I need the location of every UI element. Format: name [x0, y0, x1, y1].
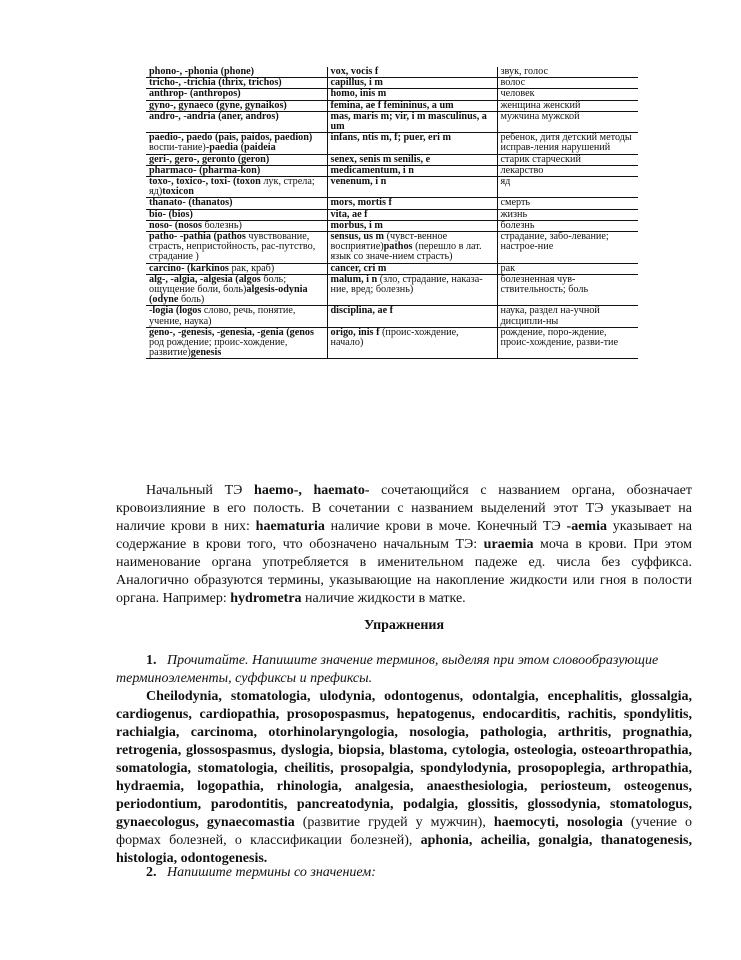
latin-equivalent: capillus, i m — [330, 77, 383, 89]
greek-element-part: воспи-тание) — [149, 142, 206, 154]
latin-equivalent-cell — [327, 177, 497, 198]
latin-equivalent: malum, i n — [330, 273, 378, 285]
latin-equivalent-part: pathos — [383, 241, 413, 253]
greek-element: anthrop- (anthropos) — [149, 88, 241, 100]
para-text-1: Начальный ТЭ — [146, 483, 255, 498]
body-paragraph — [116, 482, 692, 608]
meaning: яд — [500, 176, 511, 188]
table-row — [146, 133, 638, 154]
table-row — [146, 263, 638, 274]
term-uraemia: uraemia — [483, 537, 534, 552]
greek-element-part: боль) — [178, 294, 205, 306]
greek-element-part: genesis — [190, 347, 222, 359]
greek-element: geno-, -genesis, -genesia, -genia (genos — [149, 326, 314, 338]
meaning-cell — [497, 220, 638, 231]
greek-element: toxo-, toxico-, toxi- (toxon — [149, 176, 261, 188]
meaning-cell — [497, 89, 638, 100]
table-row — [146, 100, 638, 111]
table-row — [146, 306, 638, 327]
meaning-cell — [497, 198, 638, 209]
meaning-cell — [497, 177, 638, 198]
latin-equivalent-cell — [327, 232, 497, 264]
exercise-1-instruction — [116, 652, 692, 688]
note-a: (развитие грудей у мужчин), — [294, 815, 486, 830]
table-row — [146, 67, 638, 78]
para-text-2: сочетающийся с названием органа, обозначает кровоизлияние в его полость. В сочетании с названием выделений этот ТЭ указывает на наличие крови в них: — [116, 483, 693, 534]
greek-element-part: слово, речь, понятие, учение, наука) — [149, 305, 296, 327]
greek-element: carcino- (karkinos — [149, 262, 229, 274]
meaning: смерть — [500, 197, 531, 209]
greek-element: phono-, -phonia (phone) — [149, 66, 255, 77]
greek-element-cell — [146, 274, 327, 306]
latin-equivalent-cell — [327, 327, 497, 359]
latin-equivalent: sensus, us m — [330, 231, 385, 243]
greek-element-cell — [146, 263, 327, 274]
greek-element-part: ощущение боли, боль) — [149, 284, 247, 296]
meaning-cell — [497, 306, 638, 327]
meaning-cell — [497, 133, 638, 154]
meaning: лекарство — [500, 164, 544, 176]
exercise-2-number: 2. — [146, 865, 157, 880]
terms-list-a: Cheilodynia, stomatologia, ulodynia, odontogenus, odontalgia, encephalitis, glossalgia, cardiogenus, cardiopathia, prosopospasmus, hepatogenus, endocarditis, rachitis, spondylitis, rachialgia, carcinoma, otorhinolaryngologia, nosologia, pathologia, arthritis, prognathia, retrogenia, glossospasmus, dyslogia, biopsia, blastoma, cytologia, osteologia, osteoarthropathia, somatologia, stomatologia, cheilitis, prosopalgia, spondylodynia, prosopoplegia, arthropathia, hydraemia, logopathia, rhinologia, analgesia, anaesthesiologia, periosteum, osteogenus, periodontium, parodontitis, pancreatodynia, podalgia, glossitis, glossodynia, stomatologus, gynaecologus, gynaecomastia — [116, 689, 692, 830]
table-row — [146, 327, 638, 359]
para-text-4: указывает на содержание в крови того, что обозначено начальным ТЭ: — [116, 519, 693, 552]
meaning: наука, раздел на-учной дисципли-ны — [500, 305, 600, 327]
meaning: женщина женский — [500, 99, 581, 111]
greek-element: noso- (nosos — [149, 219, 202, 231]
greek-element-cell — [146, 232, 327, 264]
latin-equivalent-cell — [327, 67, 497, 78]
latin-equivalent: venenum, i n — [330, 176, 387, 188]
latin-equivalent: disciplina, ae f — [330, 305, 394, 317]
terminology-table — [146, 67, 638, 359]
greek-element-cell — [146, 177, 327, 198]
greek-element: bio- (bios) — [149, 208, 193, 220]
exercise-1-terms — [116, 688, 692, 868]
greek-element-part: -odynia (odyne — [149, 284, 308, 306]
meaning: страдание, забо-левание; настрое-ние — [500, 231, 609, 253]
meaning-cell — [497, 327, 638, 359]
meaning: рождение, поро-ждение, проис-хождение, разви-тие — [500, 326, 619, 349]
greek-element: andro-, -andria (aner, andros) — [149, 110, 279, 122]
greek-element-cell — [146, 67, 327, 78]
meaning-cell — [497, 111, 638, 132]
greek-element-cell — [146, 220, 327, 231]
latin-equivalent: origo, inis f — [330, 326, 380, 338]
greek-element-cell — [146, 154, 327, 165]
term-hydrometra: hydrometra — [230, 591, 302, 606]
table-row — [146, 89, 638, 100]
meaning: мужчина мужской — [500, 110, 580, 122]
greek-element-part: проис-хождение, развитие) — [149, 337, 288, 359]
exercise-2-instruction-text: Напишите термины со значением: — [167, 865, 376, 880]
greek-element-part: -paedia (paideia — [205, 142, 276, 154]
greek-element: patho- -pathia (pathos — [149, 231, 246, 243]
latin-equivalent: cancer, cri m — [330, 262, 387, 274]
table-row — [146, 220, 638, 231]
latin-equivalent-cell — [327, 198, 497, 209]
latin-equivalent: vita, ae f — [330, 208, 368, 220]
latin-equivalent-cell — [327, 100, 497, 111]
meaning: звук, голос — [500, 66, 548, 77]
latin-equivalent: infans, ntis m, f; puer, eri m — [330, 132, 451, 144]
latin-equivalent: femina, ae f femininus, a um — [330, 99, 454, 111]
greek-element: alg-, -algia, -algesia (algos — [149, 273, 261, 285]
latin-equivalent: senex, senis m senilis, e — [330, 153, 431, 165]
greek-element: gyno-, gynaeco (gyne, gynaikos) — [149, 99, 287, 111]
para-text-3: наличие крови в моче. Конечный ТЭ — [324, 519, 567, 534]
meaning: болезнь — [500, 219, 535, 231]
greek-element-part: болезнь) — [201, 219, 242, 231]
greek-element: tricho-, -trichia (thrix, trichos) — [149, 77, 282, 89]
latin-equivalent-cell — [327, 209, 497, 220]
greek-element: paedio-, paedo (pais, paidos, paedion) — [149, 132, 313, 144]
table-row — [146, 232, 638, 264]
term-haematuria: haematuria — [255, 519, 325, 534]
latin-equivalent-cell — [327, 133, 497, 154]
table-row — [146, 165, 638, 176]
greek-element-part: лук, стрела; — [260, 176, 315, 188]
latin-equivalent-cell — [327, 274, 497, 306]
greek-element: -logia (logos — [149, 305, 202, 317]
greek-element-part: algesis — [246, 284, 275, 296]
table-row — [146, 78, 638, 89]
greek-element-cell — [146, 89, 327, 100]
exercise-1-instruction-text: Прочитайте. Напишите значение терминов, выделяя при этом словообразующие терминоэлементы, суффиксы и префиксы. — [116, 653, 659, 686]
latin-equivalent-cell — [327, 111, 497, 132]
greek-element-cell — [146, 100, 327, 111]
greek-element-part: рак, краб) — [228, 262, 275, 274]
table-row — [146, 198, 638, 209]
meaning: старик старческий — [500, 153, 581, 165]
latin-equivalent-cell — [327, 89, 497, 100]
meaning: волос — [500, 77, 526, 89]
greek-element-part: чувствование, страсть, непристойность, рас-путство, страдание ) — [149, 231, 316, 263]
greek-element-cell — [146, 133, 327, 154]
greek-element-cell — [146, 306, 327, 327]
meaning-cell — [497, 165, 638, 176]
terms-list-c: aphonia, acheilia, gonalgia, thanatogenesis, histologia, odontogenesis. — [116, 833, 693, 866]
meaning-cell — [497, 78, 638, 89]
meaning: жизнь — [500, 208, 528, 220]
latin-equivalent-cell — [327, 263, 497, 274]
note-b: (учение о формах болезней, о классификации болезней), — [116, 815, 692, 848]
greek-element-cell — [146, 165, 327, 176]
meaning: ребенок, дитя детский методы исправ-ления нарушений — [500, 132, 632, 154]
latin-equivalent-cell — [327, 165, 497, 176]
latin-equivalent: mors, mortis f — [330, 197, 392, 209]
latin-equivalent-part: (проис-хождение, начало) — [330, 326, 459, 349]
greek-element-part: яд) — [149, 186, 163, 198]
greek-element-part: боль; — [260, 273, 287, 285]
meaning-cell — [497, 263, 638, 274]
latin-equivalent-part: (чувст-венное восприятие) — [330, 231, 448, 253]
para-text-5: моча в крови. При этом наименование органа употребляется в именительном падеже ед. числа без суффикса. Аналогично образуются термины, указывающие на накопление жидкости или гноя в полости органа. Например: — [116, 537, 692, 606]
term-haemo: haemo-, haemato- — [254, 483, 370, 498]
meaning-cell — [497, 67, 638, 78]
meaning: рак — [500, 262, 516, 274]
meaning: болезненная чув-ствительность; боль — [500, 273, 589, 296]
greek-element-cell — [146, 327, 327, 359]
greek-element-cell — [146, 78, 327, 89]
latin-equivalent: vox, vocis f — [330, 66, 379, 77]
section-heading: Упражнения — [363, 618, 445, 633]
latin-equivalent-cell — [327, 154, 497, 165]
meaning: человек — [500, 88, 535, 100]
table-row — [146, 177, 638, 198]
meaning-cell — [497, 274, 638, 306]
latin-equivalent: medicamentum, i n — [330, 164, 414, 176]
table-row — [146, 209, 638, 220]
latin-equivalent-part: (перешло в лат. язык со значе-нием страсть) — [330, 241, 482, 263]
greek-element: pharmaco- (pharma-kon) — [149, 164, 261, 176]
greek-element-part: toxicon — [162, 186, 194, 198]
latin-equivalent-cell — [327, 220, 497, 231]
latin-equivalent: mas, maris m; vir, i m masculinus, a um — [330, 110, 487, 133]
greek-element-cell — [146, 209, 327, 220]
latin-equivalent: morbus, i m — [330, 219, 383, 231]
term-aemia: -aemia — [566, 519, 607, 534]
latin-equivalent-part: (зло, страдание, наказа-ние, вред; болезнь) — [330, 273, 483, 296]
meaning-cell — [497, 100, 638, 111]
meaning-cell — [497, 154, 638, 165]
greek-element: thanato- (thanatos) — [149, 197, 233, 209]
meaning-cell — [497, 209, 638, 220]
exercise-1-number: 1. — [146, 653, 157, 668]
table-row — [146, 111, 638, 132]
meaning-cell — [497, 232, 638, 264]
latin-equivalent-cell — [327, 306, 497, 327]
latin-equivalent-cell — [327, 78, 497, 89]
greek-element: geri-, gero-, geronto (geron) — [149, 153, 270, 165]
para-text-6: наличие жидкости в матке. — [301, 591, 466, 606]
table-row — [146, 274, 638, 306]
greek-element-part: род рождение; — [149, 337, 212, 349]
latin-equivalent: homo, inis m — [330, 88, 387, 100]
greek-element-cell — [146, 111, 327, 132]
exercise-2-instruction — [116, 864, 692, 882]
table-row — [146, 154, 638, 165]
terms-list-b: haemocyti, nosologia — [493, 815, 623, 830]
greek-element-cell — [146, 198, 327, 209]
